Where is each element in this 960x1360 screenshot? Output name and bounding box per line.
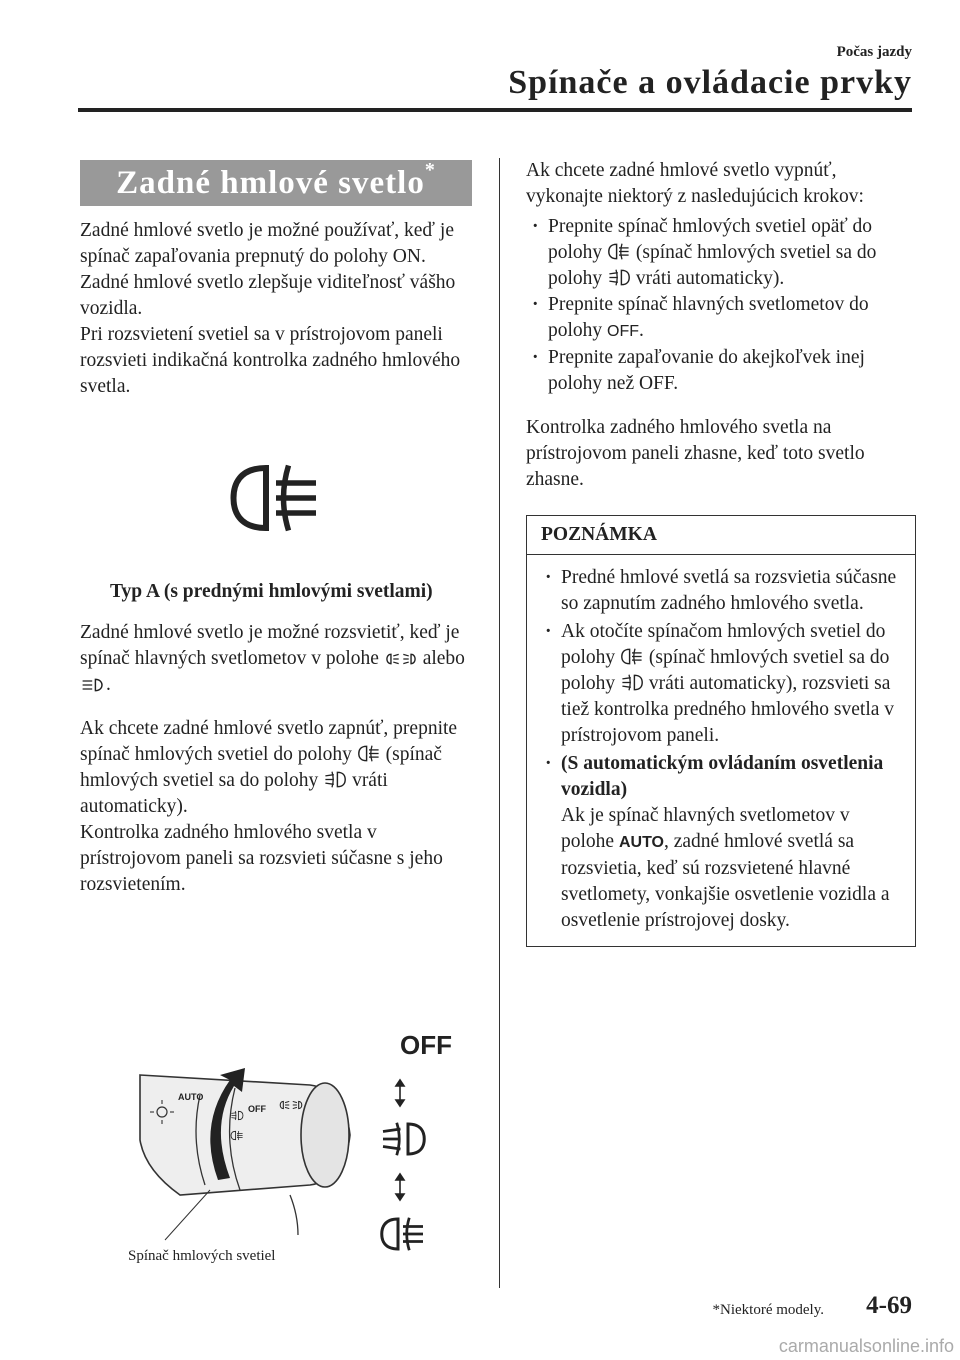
auto-symbol: AUTO: [618, 834, 664, 851]
subheading-type-a: Typ A (s prednými hmlovými svetlami): [110, 581, 433, 602]
intro-para-3: Pri rozsvietení svetiel sa v prístrojovom paneli rozsvieti indikačná kontrolka zadného hmlového svetla.: [80, 324, 461, 397]
list-item: · Predné hmlové svetlá sa rozsvietia súčasne so zapnutím zadného hmlového svetla.: [539, 565, 901, 617]
turn-off-intro: Ak chcete zadné hmlové svetlo vypnúť, vykonajte niektorý z nasledujúcich krokov:: [526, 160, 864, 207]
watermark: carmanualsonline.info: [778, 1336, 954, 1356]
list-item: · Prepnite spínač hlavných svetlometov do polohy OFF.: [526, 292, 918, 345]
right-column: [526, 158, 918, 947]
page-header-title: Spínače a ovládacie prvky: [508, 64, 912, 101]
header-section: Počas jazdy: [836, 44, 912, 60]
para-indicator: Kontrolka zadného hmlového svetla v prístrojovom paneli sa rozsvieti súčasne s jeho rozsvietením.: [80, 822, 443, 895]
rear-fog-figure-icon: [382, 1218, 423, 1251]
off-label: OFF: [400, 1030, 452, 1060]
headlamp-icon: [80, 677, 106, 693]
front-fog-figure-icon: [383, 1123, 424, 1156]
rear-fog-light-icon: [226, 460, 326, 536]
list-item: · Ak otočíte spínačom hmlových svetiel do polohy (spínač hmlových svetiel sa do polohy vráti automaticky), rozsvieti sa tiež kontrolka predného hmlového svetla v prístrojovom paneli.: [539, 619, 901, 749]
rear-fog-icon: [357, 744, 381, 763]
column-divider: [499, 158, 500, 1288]
footnote: *Niektoré modely.: [712, 1302, 824, 1318]
left-column: [80, 160, 472, 898]
figure-caption: Spínač hmlových svetiel: [128, 1248, 276, 1264]
page-number: 4-69: [866, 1292, 912, 1319]
front-fog-icon: [620, 673, 644, 692]
front-fog-icon: [607, 268, 631, 287]
section-title: Zadné hmlové svetlo*: [80, 160, 472, 206]
front-fog-icon: [323, 770, 347, 789]
rear-fog-icon: [620, 647, 644, 666]
fog-switch-illustration: [100, 1020, 460, 1270]
off-symbol: OFF: [607, 323, 640, 340]
svg-text:AUTO: AUTO: [178, 1092, 204, 1102]
turn-off-outro: Kontrolka zadného hmlového svetla na prístrojovom paneli zhasne, keď toto svetlo zhasne.: [526, 417, 865, 490]
asterisk-mark: *: [424, 159, 436, 181]
turn-off-steps: [526, 214, 918, 397]
note-heading: POZNÁMKA: [527, 516, 915, 555]
note-box: [526, 515, 916, 947]
list-item: · Prepnite zapaľovanie do akejkoľvek inej polohy než OFF.: [526, 345, 918, 397]
svg-text:OFF: OFF: [248, 1104, 266, 1114]
list-item: · (S automatickým ovládaním osvetlenia vozidla) Ak je spínač hlavných svetlometov v polohe AUTO, zadné hmlové svetlá sa rozsvietia, keď sú rozsvietené hlavné svetlomety, vonkajšie osvetlenie vozidla a osvetlenie prístrojovej dosky.: [539, 751, 901, 934]
para-headlight-position: Zadné hmlové svetlo je možné rozsvietiť, keď je spínač hlavných svetlometov v polohe alebo .: [80, 622, 465, 695]
intro-para-1: Zadné hmlové svetlo je možné používať, keď je spínač zapaľovania prepnutý do polohy ON.: [80, 220, 454, 267]
intro-para-2: Zadné hmlové svetlo zlepšuje viditeľnosť vášho vozidla.: [80, 272, 456, 319]
rear-fog-icon: [607, 242, 631, 261]
para-switch-on: Ak chcete zadné hmlové svetlo zapnúť, prepnite spínač hmlových svetiel do polohy (spínač hmlových svetiel sa do polohy vráti automaticky).: [80, 718, 458, 817]
parking-lamp-icon: [384, 651, 418, 667]
list-item: · Prepnite spínač hmlových svetiel opäť do polohy (spínač hmlových svetiel sa do polohy vráti automaticky).: [526, 214, 918, 292]
header-rule: [78, 108, 912, 112]
